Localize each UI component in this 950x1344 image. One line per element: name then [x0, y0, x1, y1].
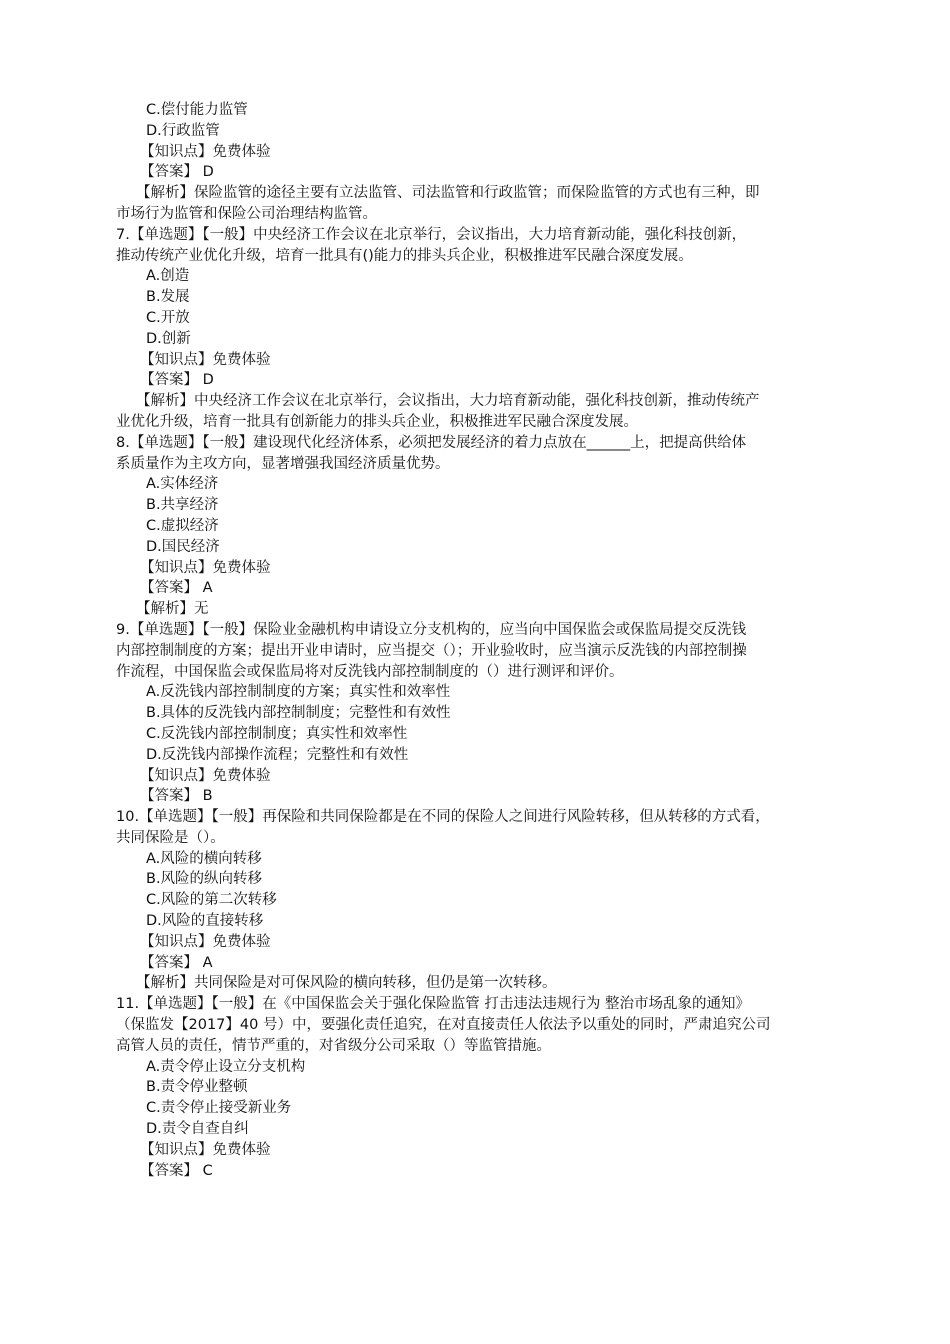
- option-line: A.反洗钱内部控制制度的方案；真实性和效率性: [146, 684, 451, 701]
- option-line: C.偿付能力监管: [146, 102, 248, 118]
- answer-line: 【答案】 A: [140, 954, 213, 971]
- knowledge-point-line: 【知识点】免费体验: [140, 559, 271, 576]
- knowledge-point-line: 【知识点】免费体验: [140, 143, 271, 160]
- option-line: A.实体经济: [146, 476, 219, 493]
- knowledge-point-line: 【知识点】免费体验: [140, 1141, 271, 1158]
- analysis-line: 【解析】共同保险是对可保风险的横向转移，但仍是第一次转移。: [136, 975, 557, 992]
- option-line: C.责令停止接受新业务: [146, 1100, 292, 1117]
- document-page: [0, 100, 950, 1181]
- option-line: B.风险的纵向转移: [146, 871, 263, 888]
- option-line: B.责令停业整顿: [146, 1079, 248, 1096]
- option-line: C.虚拟经济: [146, 517, 219, 534]
- analysis-line: 【解析】无: [136, 601, 209, 618]
- option-line: D.创新: [146, 330, 191, 347]
- option-line: B.具体的反洗钱内部控制制度；完整性和有效性: [146, 705, 451, 722]
- question-continuation-line: 内部控制制度的方案；提出开业申请时，应当提交（）；开业验收时，应当演示反洗钱的内部控制操: [116, 642, 747, 659]
- question-line: 7.【单选题】【一般】中央经济工作会议在北京举行，会议指出，大力培育新动能，强化科技创新，: [116, 226, 747, 243]
- option-line: D.反洗钱内部操作流程；完整性和有效性: [146, 746, 409, 763]
- option-line: C.开放: [146, 309, 190, 326]
- question-continuation-line: （保监发【2017】40 号）中，要强化责任追究，在对直接责任人依法予以重处的同时，严肃追究公司: [116, 1017, 771, 1034]
- question-continuation-line: 推动传统产业优化升级，培育一批具有()能力的排头兵企业，积极推进军民融合深度发展。: [116, 247, 693, 264]
- question-line: 9.【单选题】【一般】保险业金融机构申请设立分支机构的，应当向中国保监会或保监局提交反洗钱: [116, 621, 747, 638]
- answer-line: 【答案】 B: [140, 788, 213, 805]
- answer-line: 【答案】 C: [140, 1162, 213, 1179]
- question-line: 8.【单选题】【一般】建设现代化经济体系，必须把发展经济的着力点放在______上，把提高供给体: [116, 434, 747, 451]
- analysis-line: 【解析】保险监管的途径主要有立法监管、司法监管和行政监管；而保险监管的方式也有三种，即: [136, 185, 760, 202]
- option-line: A.责令停止设立分支机构: [146, 1058, 306, 1075]
- option-line: B.发展: [146, 289, 190, 306]
- answer-line: 【答案】 D: [140, 164, 214, 181]
- knowledge-point-line: 【知识点】免费体验: [140, 351, 271, 368]
- knowledge-point-line: 【知识点】免费体验: [140, 767, 271, 784]
- option-line: A.风险的横向转移: [146, 850, 262, 867]
- question-line: 10.【单选题】【一般】再保险和共同保险都是在不同的保险人之间进行风险转移，但从转移的方式看，: [116, 809, 770, 826]
- question-continuation-line: 系质量作为主攻方向，显著增强我国经济质量优势。: [116, 455, 450, 472]
- option-line: C.风险的第二次转移: [146, 892, 277, 909]
- answer-line: 【答案】 A: [140, 580, 213, 597]
- answer-line: 【答案】 D: [140, 372, 214, 389]
- question-line: 11.【单选题】【一般】在《中国保监会关于强化保险监管 打击违法违规行为 整治市场乱象的通知》: [116, 996, 751, 1013]
- question-continuation-line: 共同保险是（）。: [116, 829, 225, 846]
- option-line: C.反洗钱内部控制制度；真实性和效率性: [146, 725, 408, 742]
- option-line: D.行政监管: [146, 122, 220, 139]
- option-line: D.风险的直接转移: [146, 913, 264, 930]
- option-line: A.创造: [146, 268, 190, 285]
- option-line: B.共享经济: [146, 497, 219, 514]
- analysis-continuation-line: 业优化升级，培育一批具有创新能力的排头兵企业，积极推进军民融合深度发展。: [116, 413, 638, 430]
- question-continuation-line: 高管人员的责任，情节严重的，对省级分公司采取（）等监管措施。: [116, 1037, 551, 1054]
- option-line: D.国民经济: [146, 538, 220, 555]
- option-line: D.责令自查自纠: [146, 1121, 249, 1138]
- analysis-line: 【解析】中央经济工作会议在北京举行，会议指出，大力培育新动能，强化科技创新，推动传统产: [136, 393, 760, 410]
- question-continuation-line: 作流程，中国保监会或保监局将对反洗钱内部控制制度的（）进行测评和评价。: [116, 663, 624, 680]
- analysis-continuation-line: 市场行为监管和保险公司治理结构监管。: [116, 205, 377, 222]
- knowledge-point-line: 【知识点】免费体验: [140, 933, 271, 950]
